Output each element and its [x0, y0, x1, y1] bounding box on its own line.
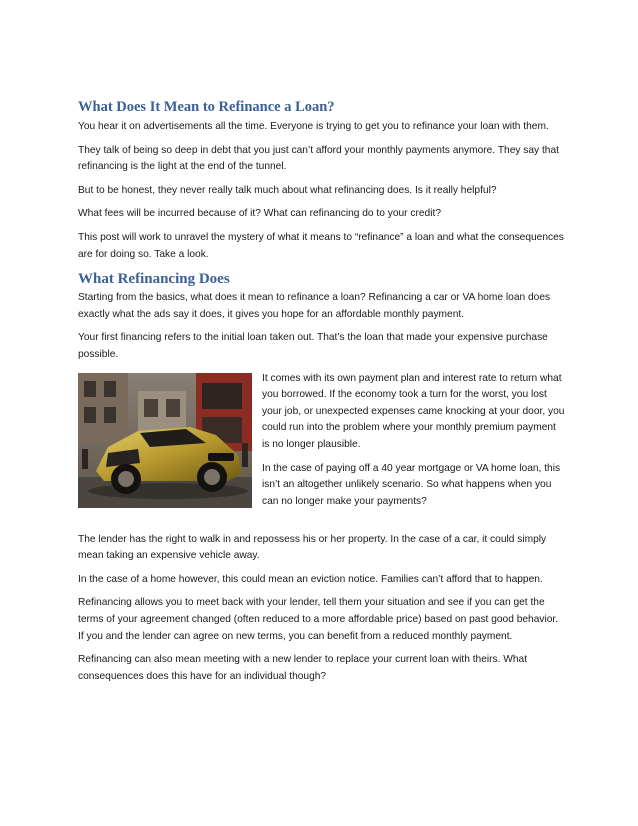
side-paragraph-2: In the case of paying off a 40 year mortgage or VA home loan, this isn’t an altogether unlikely scenario. So what happens when you can no longer make your payments? [262, 462, 561, 507]
article-title: What Does It Mean to Refinance a Loan? [78, 99, 335, 115]
intro-paragraph-5: This post will work to unravel the mystery of what it means to “refinance” a loan and what the consequences are for doing so. Take a look. [78, 231, 564, 260]
closing-paragraph-3: Refinancing allows you to meet back with your lender, tell them your situation and see if you can get the terms of your agreement changed (often reduced to a more affordable price) based on past good behavior. If you and the lender can agree on new terms, you can benefit from a reduced monthly payment. [78, 597, 559, 642]
gold-suv-photo-icon [78, 373, 252, 508]
closing-paragraph-1: The lender has the right to walk in and repossess his or her property. In the case of a car, it could simply mean taking an expensive vehicle away. [78, 533, 547, 562]
intro-paragraph-1: You hear it on advertisements all the time. Everyone is trying to get you to refinance your loan with them. [78, 121, 549, 132]
image-text-block [78, 371, 566, 528]
closing-paragraph-4: Refinancing can also mean meeting with a new lender to replace your current loan with theirs. What consequences does this have for an individual though? [78, 654, 528, 682]
intro-paragraph-4: What fees will be incurred because of it? What can refinancing do to your credit? [78, 208, 441, 220]
section-heading: What Refinancing Does [78, 271, 230, 288]
intro-paragraph-2: They talk of being so deep in debt that you just can’t afford your monthly payments anymore. They say that refinancing is the light at the end of the tunnel. [78, 144, 559, 173]
side-paragraph-1: It comes with its own payment plan and interest rate to return what you borrowed. If the economy took a turn for the worst, you lost your job, or unexpected expenses came knocking at your door, you could run into the problem where your monthly premium payment is no longer plausible. [262, 372, 565, 450]
intro-paragraph-3: But to be honest, they never really talk much about what refinancing does. Is it really helpful? [78, 184, 497, 196]
document-page [78, 98, 566, 692]
section-paragraph-2: Your first financing refers to the initial loan taken out. That’s the loan that made your expensive purchase possible. [78, 332, 548, 360]
closing-paragraph-2: In the case of a home however, this could mean an eviction notice. Families can’t afford that to happen. [78, 573, 543, 585]
section-paragraph-1: Starting from the basics, what does it mean to refinance a loan? Refinancing a car or VA home loan does exactly what the ads say it does, it gives you hope for an affordable monthly payment. [78, 292, 551, 320]
image-side-text [262, 371, 566, 518]
